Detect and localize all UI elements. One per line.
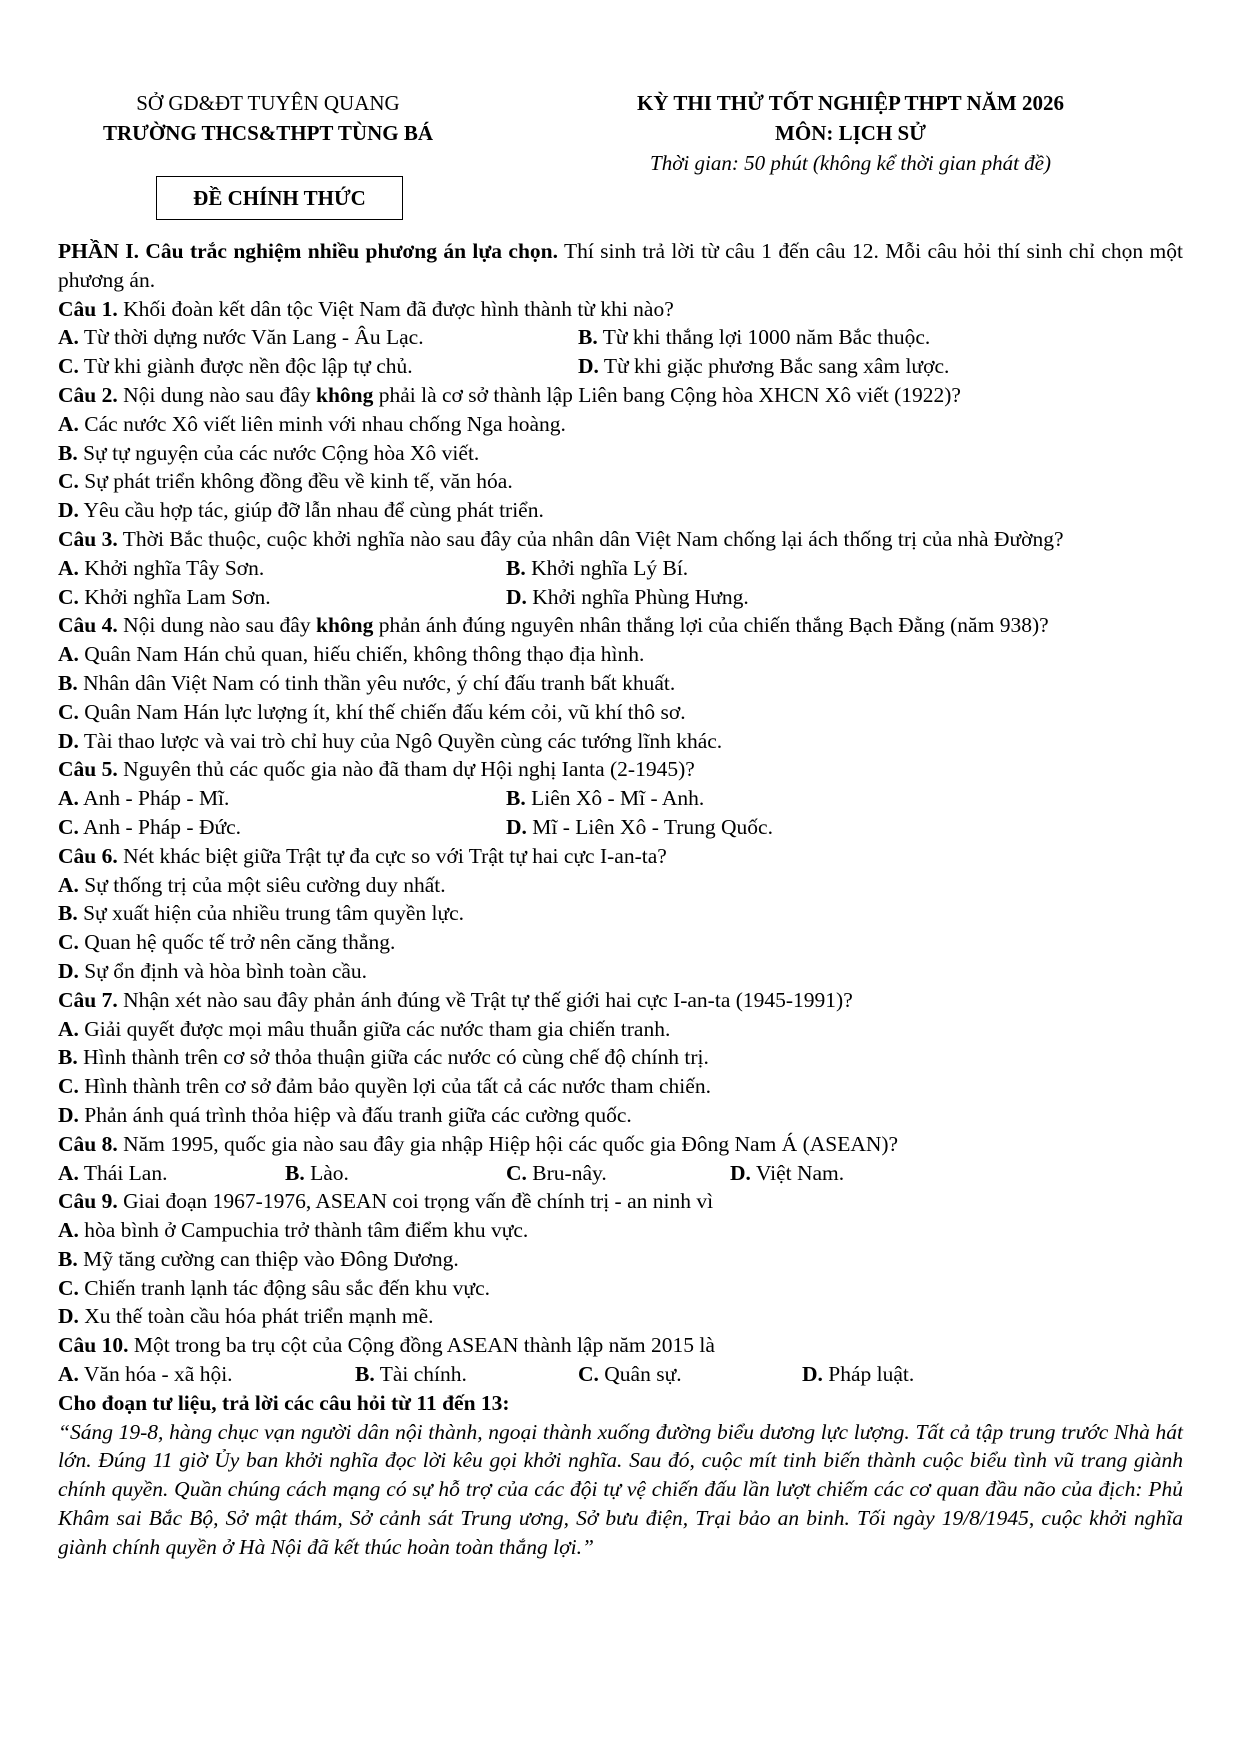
option-c: C. Hình thành trên cơ sở đảm bảo quyền lợi của tất cả các nước tham chiến. <box>58 1074 711 1099</box>
option-c: C. Quan hệ quốc tế trở nên căng thẳng. <box>58 930 396 955</box>
option-a: A. hòa bình ở Campuchia trở thành tâm điểm khu vực. <box>58 1218 529 1243</box>
option-c: C. Anh - Pháp - Đức. <box>58 814 242 839</box>
option-d: D. Xu thế toàn cầu hóa phát triển mạnh mẽ. <box>58 1304 434 1329</box>
question-2: Câu 2. Nội dung nào sau đây không phải là cơ sở thành lập Liên bang Cộng hòa XHCN Xô viết (1922)? <box>58 382 961 407</box>
part1-instruction: Thí sinh trả lời từ câu 1 đến câu 12. Mỗi câu hỏi thí sinh chỉ chọn một phương án. <box>58 239 1183 292</box>
question-6: Câu 6. Nét khác biệt giữa Trật tự đa cực so với Trật tự hai cực I-an-ta? <box>58 843 667 868</box>
option-b: B. Sự tự nguyện của các nước Cộng hòa Xô viết. <box>58 440 480 465</box>
question-label: Câu 3. <box>58 526 118 551</box>
options-row <box>58 352 1183 381</box>
exam-header <box>58 88 1183 208</box>
option-a: A. Khởi nghĩa Tây Sơn. <box>58 555 265 580</box>
options-row <box>58 813 1183 842</box>
question-1 <box>58 295 1183 324</box>
option-a: A. Anh - Pháp - Mĩ. <box>58 786 230 811</box>
options-row <box>58 554 1183 583</box>
exam-title: KỲ THI THỬ TỐT NGHIỆP THPT NĂM 2026 <box>637 91 1064 115</box>
question-label: Câu 10. <box>58 1333 129 1358</box>
options-row <box>58 784 1183 813</box>
part1-heading <box>58 237 1183 295</box>
options-row <box>58 583 1183 612</box>
option-a: A. Từ thời dựng nước Văn Lang - Âu Lạc. <box>58 325 424 350</box>
question-8: Câu 8. Năm 1995, quốc gia nào sau đây gia nhập Hiệp hội các quốc gia Đông Nam Á (ASEAN)? <box>58 1131 899 1156</box>
question-10: Câu 10. Một trong ba trụ cột của Cộng đồng ASEAN thành lập năm 2015 là <box>58 1333 715 1358</box>
option-a: A. Các nước Xô viết liên minh với nhau chống Nga hoàng. <box>58 411 566 436</box>
question-label: Câu 9. <box>58 1189 118 1214</box>
question-9: Câu 9. Giai đoạn 1967-1976, ASEAN coi trọng vấn đề chính trị - an ninh vì <box>58 1189 714 1214</box>
exam-duration: Thời gian: 50 phút (không kể thời gian phát đề) <box>650 151 1051 175</box>
option-b: B. Hình thành trên cơ sở thỏa thuận giữa các nước có cùng chế độ chính trị. <box>58 1045 709 1070</box>
option-d: D. Phản ánh quá trình thỏa hiệp và đấu tranh giữa các cường quốc. <box>58 1102 632 1127</box>
question-text: Khối đoàn kết dân tộc Việt Nam đã được hình thành từ khi nào? <box>117 296 674 321</box>
option-d: D. Sự ổn định và hòa bình toàn cầu. <box>58 958 368 983</box>
option-a: A. Quân Nam Hán chủ quan, hiếu chiến, không thông thạo địa hình. <box>58 642 645 667</box>
exam-content <box>58 237 1183 1562</box>
option-d: D. Từ khi giặc phương Bắc sang xâm lược. <box>578 354 950 379</box>
option-c: C. Từ khi giành được nền độc lập tự chủ. <box>58 354 413 379</box>
question-label: Câu 8. <box>58 1131 118 1156</box>
option-b: B. Mỹ tăng cường can thiệp vào Đông Dương. <box>58 1246 459 1271</box>
department-name: SỞ GD&ĐT TUYÊN QUANG <box>136 91 400 115</box>
part1-title: PHẦN I. Câu trắc nghiệm nhiều phương án lựa chọn. <box>58 239 558 263</box>
option-d: D. Việt Nam. <box>730 1160 845 1185</box>
option-d: D. Tài thao lược và vai trò chỉ huy của Ngô Quyền cùng các tướng lĩnh khác. <box>58 728 723 753</box>
passage-text: “Sáng 19-8, hàng chục vạn người dân nội thành, ngoại thành xuống đường biểu dương lực lượng. Tất cả tập trung trước Nhà hát lớn. Đúng 11 giờ Ủy ban khởi nghĩa đọc lời kêu gọi khởi nghĩa. Sau đó, cuộc mít tinh biến thành cuộc biểu tình vũ trang giành chính quyền. Quần chúng cách mạng có sự hỗ trợ của các đội tự vệ chiến đấu lần lượt chiếm các cơ quan đầu não của địch: Phủ Khâm sai Bắc Bộ, Sở mật thám, Sở cảnh sát Trung ương, Sở bưu điện, Trại bảo an binh. Tối ngày 19/8/1945, cuộc khởi nghĩa giành chính quyền ở Hà Nội đã kết thúc hoàn toàn thắng lợi.” <box>58 1419 1183 1559</box>
option-a: A. Sự thống trị của một siêu cường duy nhất. <box>58 872 446 897</box>
option-c: C. Bru-nây. <box>506 1160 607 1185</box>
option-c: C. Sự phát triển không đồng đều về kinh tế, văn hóa. <box>58 469 513 494</box>
exam-info <box>518 88 1183 178</box>
question-label: Câu 5. <box>58 757 118 782</box>
option-c: C. Chiến tranh lạnh tác động sâu sắc đến khu vực. <box>58 1275 490 1300</box>
school-info <box>58 88 478 148</box>
question-label: Câu 2. <box>58 382 118 407</box>
option-b: B. Lào. <box>285 1160 349 1185</box>
option-d: D. Khởi nghĩa Phùng Hưng. <box>506 584 749 609</box>
question-3: Câu 3. Thời Bắc thuộc, cuộc khởi nghĩa nào sau đây của nhân dân Việt Nam chống lại ách thống trị của nhà Đường? <box>58 526 1064 551</box>
option-c: C. Quân sự. <box>578 1362 682 1387</box>
option-b: B. Từ khi thắng lợi 1000 năm Bắc thuộc. <box>578 325 931 350</box>
option-b: B. Nhân dân Việt Nam có tinh thần yêu nước, ý chí đấu tranh bất khuất. <box>58 670 676 695</box>
option-d: D. Mĩ - Liên Xô - Trung Quốc. <box>506 814 773 839</box>
options-row <box>58 1159 1183 1188</box>
option-b: B. Tài chính. <box>355 1362 467 1387</box>
option-d: D. Yêu cầu hợp tác, giúp đỡ lẫn nhau để cùng phát triển. <box>58 498 544 523</box>
options-row <box>58 323 1183 352</box>
option-a: A. Giải quyết được mọi mâu thuẫn giữa các nước tham gia chiến tranh. <box>58 1016 671 1041</box>
question-7: Câu 7. Nhận xét nào sau đây phản ánh đúng về Trật tự thế giới hai cực I-an-ta (1945-1991)? <box>58 987 853 1012</box>
question-5: Câu 5. Nguyên thủ các quốc gia nào đã tham dự Hội nghị Ianta (2-1945)? <box>58 757 695 782</box>
option-b: B. Khởi nghĩa Lý Bí. <box>506 555 689 580</box>
question-label: Câu 7. <box>58 987 118 1012</box>
question-label: Câu 6. <box>58 843 118 868</box>
option-a: A. Thái Lan. <box>58 1160 168 1185</box>
official-exam-box: ĐỀ CHÍNH THỨC <box>156 176 403 220</box>
school-name: TRƯỜNG THCS&THPT TÙNG BÁ <box>102 121 434 145</box>
option-d: D. Pháp luật. <box>802 1362 915 1387</box>
option-b: B. Sự xuất hiện của nhiều trung tâm quyền lực. <box>58 901 465 926</box>
question-label: Câu 1. <box>58 296 118 321</box>
question-4: Câu 4. Nội dung nào sau đây không phản ánh đúng nguyên nhân thắng lợi của chiến thắng Bạch Đằng (năm 938)? <box>58 613 1049 638</box>
exam-subject: MÔN: LỊCH SỬ <box>775 121 926 145</box>
option-b: B. Liên Xô - Mĩ - Anh. <box>506 786 705 811</box>
question-label: Câu 4. <box>58 613 118 638</box>
options-row <box>58 1360 1183 1389</box>
passage-heading: Cho đoạn tư liệu, trả lời các câu hỏi từ 11 đến 13: <box>58 1390 510 1415</box>
option-c: C. Khởi nghĩa Lam Sơn. <box>58 584 271 609</box>
option-c: C. Quân Nam Hán lực lượng ít, khí thế chiến đấu kém cỏi, vũ khí thô sơ. <box>58 699 686 724</box>
option-a: A. Văn hóa - xã hội. <box>58 1362 233 1387</box>
